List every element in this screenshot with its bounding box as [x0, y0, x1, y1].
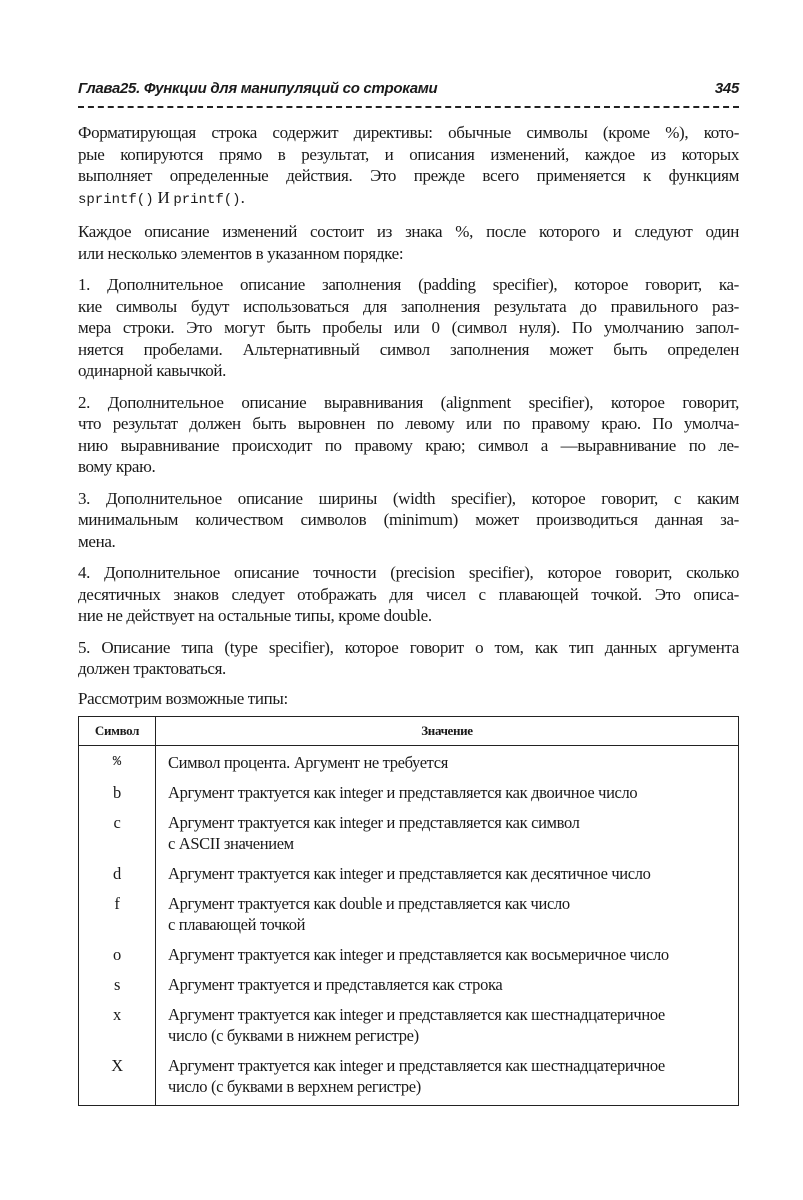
meaning-cell: [156, 745, 739, 776]
table-row: [79, 968, 739, 998]
table-intro: Рассмотрим возможные типы:: [78, 688, 288, 708]
format-symbol: s: [113, 974, 121, 994]
paragraph: [78, 488, 739, 553]
code-line: [78, 187, 739, 212]
table-row: [79, 806, 739, 857]
code-sprintf: sprintf(): [78, 191, 154, 208]
format-symbol: c: [113, 812, 121, 832]
meaning-cell: [156, 806, 739, 857]
table-row: [79, 938, 739, 968]
table-row: [79, 745, 739, 776]
meaning-line: число (с буквами в нижнем регистре): [168, 1025, 419, 1045]
meaning-cell: [156, 776, 739, 806]
text-line: 1. Дополнительное описание заполнения (padding specifier), которое говорит, ка-: [78, 275, 739, 294]
body-text: [78, 122, 739, 680]
meaning-line: Аргумент трактуется как double и представляется как число: [168, 893, 570, 913]
paragraph: [78, 274, 739, 382]
text-line: десятичных знаков следует отображать для чисел с плавающей точкой. Это описа-: [78, 584, 739, 604]
meaning-cell: [156, 938, 739, 968]
text-line: нию выравнивание происходит по правому краю; символ а —выравнивание по ле-: [78, 435, 739, 455]
book-page: [78, 80, 739, 1106]
text-line: няется пробелами. Альтернативный символ заполнения может быть определен: [78, 339, 739, 359]
meaning-line: Символ процента. Аргумент не требуется: [168, 752, 448, 772]
format-symbol: x: [113, 1004, 121, 1024]
text-line: что результат должен быть выровнен по левому или по правому краю. По умолча-: [78, 414, 739, 433]
running-header: [78, 80, 739, 102]
column-header-meaning: Значение: [156, 716, 739, 745]
table-row: [79, 1049, 739, 1106]
meaning-cell: [156, 998, 739, 1049]
meaning-cell: [156, 1049, 739, 1106]
table-row: [79, 887, 739, 938]
paragraph: [78, 562, 739, 627]
table-row: [79, 776, 739, 806]
meaning-line: Аргумент трактуется как integer и представляется как десятичное число: [168, 863, 651, 883]
symbol-cell: [79, 938, 156, 968]
meaning-line: с плавающей точкой: [168, 914, 306, 934]
header-rule: [78, 106, 739, 108]
paragraph: [78, 637, 739, 680]
text-and: И: [153, 187, 174, 207]
format-types-table: [78, 716, 739, 1106]
text-line: Форматирующая строка содержит директивы: обычные символы (кроме %), кото-: [78, 123, 739, 142]
meaning-cell: [156, 857, 739, 887]
text-line: выполняет определенные действия. Это прежде всего применяется к функциям: [78, 166, 739, 185]
text-line: Каждое описание изменений состоит из знака %, после которого и следуют один: [78, 222, 739, 241]
table-row: [79, 998, 739, 1049]
text-line: или несколько элементов в указанном порядке:: [78, 243, 404, 263]
text-line: кие символы будут использоваться для заполнения результата до правильного раз-: [78, 296, 739, 316]
format-symbol: %: [112, 753, 122, 770]
format-symbol: o: [113, 944, 121, 964]
paragraph: [78, 392, 739, 478]
format-symbol: d: [113, 863, 121, 883]
meaning-line: Аргумент трактуется как integer и представляется как двоичное число: [168, 782, 638, 802]
text-line: вому краю.: [78, 457, 156, 476]
text-line: рые копируются прямо в результат, и описания изменений, каждое из которых: [78, 144, 739, 164]
meaning-line: Аргумент трактуется как integer и представляется как символ: [168, 812, 580, 832]
table-header-row: [79, 716, 739, 745]
meaning-line: Аргумент трактуется как integer и представляется как шестнадцатеричное: [168, 1055, 665, 1075]
text-period: .: [240, 187, 245, 207]
symbol-cell: [79, 968, 156, 998]
table-row: [79, 857, 739, 887]
code-printf: printf(): [173, 191, 241, 208]
text-line: мера строки. Это могут быть пробелы или 0 (символ нуля). По умолчанию запол-: [78, 318, 739, 337]
meaning-line: Аргумент трактуется и представляется как строка: [168, 974, 503, 994]
text-line: 5. Описание типа (type specifier), которое говорит о том, как тип данных аргумента: [78, 637, 739, 657]
column-header-symbol: Символ: [79, 716, 156, 745]
text-line: минимальным количеством символов (minimum) может производиться данная за-: [78, 510, 739, 529]
symbol-cell: [79, 776, 156, 806]
meaning-line: Аргумент трактуется как integer и представляется как шестнадцатеричное: [168, 1004, 665, 1024]
format-symbol: X: [111, 1055, 123, 1075]
text-line: 2. Дополнительное описание выравнивания (alignment specifier), которое говорит,: [78, 392, 739, 412]
symbol-cell: [79, 887, 156, 938]
text-line: должен трактоваться.: [78, 659, 226, 678]
symbol-cell: [79, 745, 156, 776]
format-symbol: f: [114, 893, 120, 913]
paragraph: [78, 221, 739, 264]
symbol-cell: [79, 857, 156, 887]
chapter-title: Глава25. Функции для манипуляций со строками: [78, 80, 438, 97]
text-line: мена.: [78, 531, 116, 551]
format-symbol: b: [113, 782, 121, 802]
text-line: ние не действует на остальные типы, кроме double.: [78, 606, 432, 625]
text-line: 4. Дополнительное описание точности (precision specifier), которое говорит, сколько: [78, 563, 739, 582]
text-line: 3. Дополнительное описание ширины (width specifier), которое говорит, с каким: [78, 488, 739, 508]
meaning-line: с ASCII значением: [168, 833, 294, 853]
meaning-line: число (с буквами в верхнем регистре): [168, 1076, 421, 1096]
text-line: одинарной кавычкой.: [78, 361, 226, 380]
meaning-cell: [156, 887, 739, 938]
page-number: 345: [714, 80, 739, 97]
paragraph: [78, 122, 739, 211]
symbol-cell: [79, 1049, 156, 1106]
symbol-cell: [79, 998, 156, 1049]
symbol-cell: [79, 806, 156, 857]
meaning-cell: [156, 968, 739, 998]
meaning-line: Аргумент трактуется как integer и представляется как восьмеричное число: [168, 944, 669, 964]
